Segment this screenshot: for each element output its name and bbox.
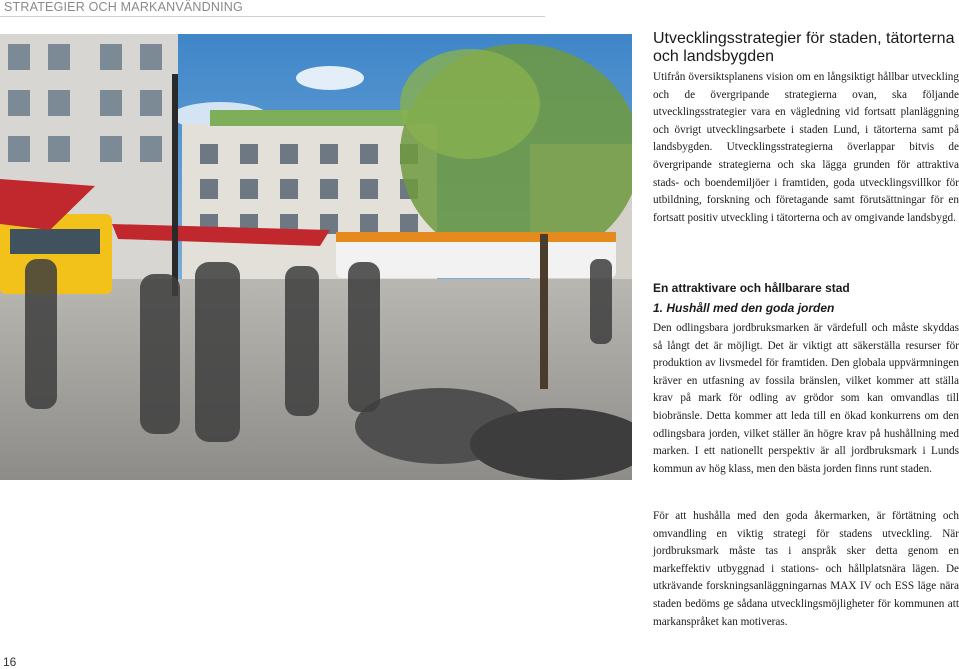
street-scene-photo <box>0 34 632 480</box>
intro-title: Utvecklingsstrategier för staden, tätorterna och landsbygden <box>653 30 955 65</box>
section-paragraph-2: För att hushålla med den goda åkermarken, är förtätning och omvandling en viktig strategi för stadens utveckling. När jordbruksmark måste tas i anspråk sker detta genom en markeffektiv utbyggnad i stations- och hållplatsnära lägen. De utkrävande forskningsanläggningarnas MAX IV och ESS läge nära staden bedöms ge sådana utvecklingsmöjligheter för kommunen att markanspråket kan motiveras. <box>653 510 959 628</box>
page-number: 16 <box>3 655 17 669</box>
section-header: STRATEGIER OCH MARKANVÄNDNING <box>4 0 243 14</box>
section-title: En attraktivare och hållbarare stad <box>653 281 850 295</box>
header-divider <box>0 16 545 17</box>
section-paragraph-2-block <box>653 508 959 631</box>
intro-column <box>653 30 959 227</box>
section-paragraph-1: Den odlingsbara jordbruksmarken är värdefull och måste skyddas så långt det är möjligt. Det är viktigt att säkerställa resurser för produktion av livsmedel för framtiden. Den globala uppvärmningen kräver en utfasning av fossila bränslen, vilket kommer att ställa krav på mark för odling av grödor som kan omvandlas till biobränsle. Detta kommer att leda till en ökad konkurrens om den odlingsbara jorden, vilket ställer än högre krav på hushållning med marken. I ett nationellt perspektiv är all jordbruksmark i Lunds kommun av hög klass, men den bästa jorden finns runt staden. <box>653 322 959 475</box>
intro-body: Utifrån översiktsplanens vision om en långsiktigt hållbar utveckling och de övergripande strategierna ovan, ska följande utvecklingsstrategier vara en vägledning vid fortsatt planläggning och övrigt utvecklingsarbete i staden Lund, i tätorterna samt på landsbygden. Utvecklingsstrategierna överlappar bitvis de övergripande strategierna och ska lägga grunden för attraktiva stads- och boendemiljöer i framtiden, goda utvecklingsvillkor för utbildning, forskning och företagande samt förutsättningar för en fortsatt positiv utveckling i tätorterna och av omgivande landsbygd. <box>653 71 959 224</box>
section-paragraph-1-block <box>653 320 959 478</box>
section-subtitle: 1. Hushåll med den goda jorden <box>653 301 835 315</box>
